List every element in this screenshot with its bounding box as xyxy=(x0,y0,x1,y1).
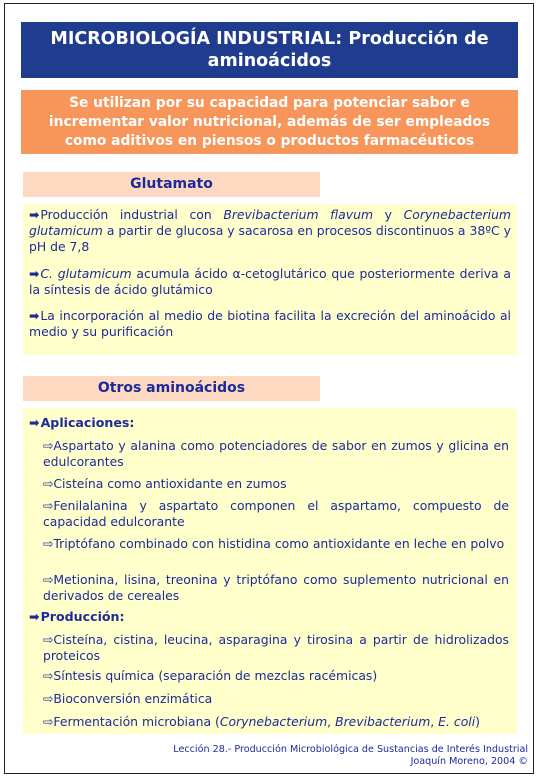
arrow-right-icon: ➡ xyxy=(29,415,40,430)
arrow-right-icon: ➡ xyxy=(29,207,40,222)
aplicacion-item: ⇨Aspartato y alanina como potenciadores de sabor en zumos y glicina en edulcorantes xyxy=(43,438,509,469)
arrow-right-icon: ➡ xyxy=(29,308,40,323)
hollow-arrow-icon: ⇨ xyxy=(43,536,54,551)
hollow-arrow-icon: ⇨ xyxy=(43,438,54,453)
hollow-arrow-icon: ⇨ xyxy=(43,498,54,513)
footer-course-line: Lección 28.- Producción Microbiológica de Sustancias de Interés Industrial xyxy=(173,744,528,755)
slide-title: MICROBIOLOGÍA INDUSTRIAL: Producción de aminoácidos xyxy=(21,22,518,78)
footer-author-line: Joaquín Moreno, 2004 © xyxy=(410,756,528,767)
aplicaciones-label: ➡Aplicaciones: xyxy=(29,415,135,430)
hollow-arrow-icon: ⇨ xyxy=(43,476,54,491)
glutamato-item: ➡C. glutamicum acumula ácido α-cetoglutárico que posteriormente deriva a la síntesis de ácido glutámico xyxy=(29,266,511,297)
intro-banner: Se utilizan por su capacidad para potenciar sabor e incrementar valor nutricional, además de ser empleados como aditivos en piensos o productos farmacéuticos xyxy=(21,90,518,154)
aplicacion-item: ⇨Triptófano combinado con histidina como antioxidante en leche en polvo xyxy=(43,536,505,551)
produccion-label: ➡Producción: xyxy=(29,609,125,624)
produccion-item: ⇨Bioconversión enzimática xyxy=(43,691,213,706)
aplicacion-item: ⇨Cisteína como antioxidante en zumos xyxy=(43,476,287,491)
hollow-arrow-icon: ⇨ xyxy=(43,714,54,729)
glutamato-panel xyxy=(23,204,517,355)
hollow-arrow-icon: ⇨ xyxy=(43,668,54,683)
produccion-item: ⇨Síntesis química (separación de mezclas racémicas) xyxy=(43,668,378,683)
hollow-arrow-icon: ⇨ xyxy=(43,632,54,647)
aplicacion-item: ⇨Metionina, lisina, treonina y triptófano como suplemento nutricional en derivados de cereales xyxy=(43,572,509,603)
glutamato-item: ➡La incorporación al medio de biotina facilita la excreción del aminoácido al medio y su purificación xyxy=(29,308,511,339)
slide-footer xyxy=(173,744,528,768)
hollow-arrow-icon: ⇨ xyxy=(43,691,54,706)
produccion-item: ⇨Cisteína, cistina, leucina, asparagina y tirosina a partir de hidrolizados proteicos xyxy=(43,632,509,663)
glutamato-item: ➡Producción industrial con Brevibacterium flavum y Corynebacterium glutamicum a partir de glucosa y sacarosa en procesos discontinuos a 38ºC y pH de 7,8 xyxy=(29,207,511,254)
produccion-item: ⇨Fermentación microbiana (Corynebacterium, Brevibacterium, E. coli) xyxy=(43,714,480,729)
arrow-right-icon: ➡ xyxy=(29,266,40,281)
hollow-arrow-icon: ⇨ xyxy=(43,572,54,587)
glutamato-heading: Glutamato xyxy=(23,172,320,197)
otros-panel xyxy=(23,408,517,734)
arrow-right-icon: ➡ xyxy=(29,609,40,624)
otros-heading: Otros aminoácidos xyxy=(23,376,320,401)
aplicacion-item: ⇨Fenilalanina y aspartato componen el aspartamo, compuesto de capacidad edulcorante xyxy=(43,498,509,529)
